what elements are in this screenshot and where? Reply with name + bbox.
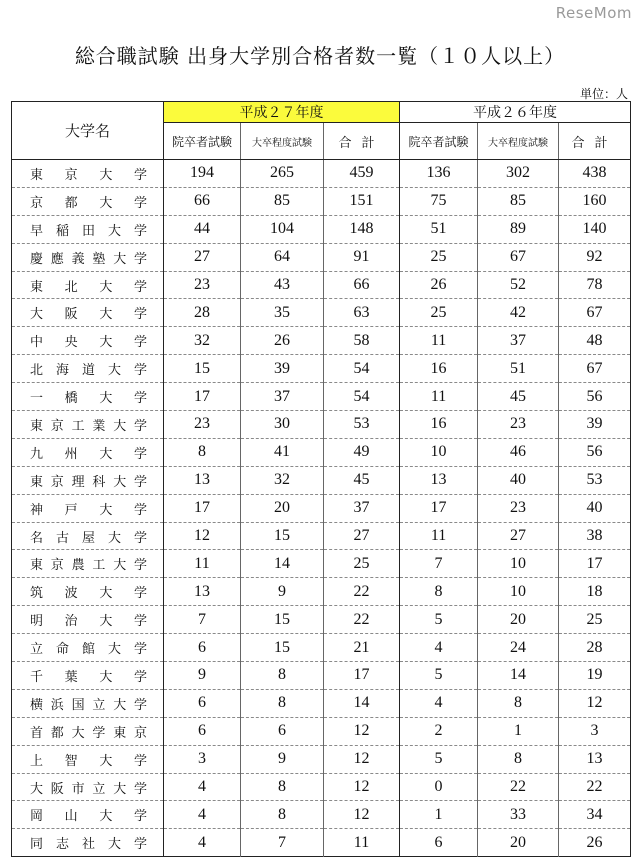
count-cell: 4: [164, 773, 241, 801]
university-column-header: 大学名: [12, 102, 164, 160]
count-cell: 4: [164, 829, 241, 857]
count-cell: 302: [478, 160, 559, 188]
count-cell: 30: [241, 411, 324, 439]
count-cell: 459: [324, 160, 400, 188]
count-cell: 13: [164, 466, 241, 494]
count-cell: 13: [164, 578, 241, 606]
count-cell: 37: [324, 494, 400, 522]
total-header-2014: 合計: [559, 123, 631, 160]
count-cell: 37: [478, 327, 559, 355]
university-name: 中央大学: [12, 327, 164, 355]
university-name: 同志社大学: [12, 829, 164, 857]
count-cell: 3: [559, 717, 631, 745]
results-table: [11, 101, 631, 857]
table-row: [12, 327, 631, 355]
count-cell: 22: [478, 773, 559, 801]
count-cell: 12: [559, 689, 631, 717]
count-cell: 22: [324, 606, 400, 634]
count-cell: 56: [559, 383, 631, 411]
university-name: 東北大学: [12, 271, 164, 299]
count-cell: 85: [241, 187, 324, 215]
count-cell: 7: [241, 829, 324, 857]
table-row: [12, 215, 631, 243]
university-name: 慶應義塾大学: [12, 243, 164, 271]
count-cell: 66: [324, 271, 400, 299]
university-name: 北海道大学: [12, 355, 164, 383]
count-cell: 49: [324, 438, 400, 466]
count-cell: 1: [478, 717, 559, 745]
count-cell: 27: [478, 522, 559, 550]
university-name: 立命館大学: [12, 634, 164, 662]
count-cell: 12: [164, 522, 241, 550]
table-row: [12, 717, 631, 745]
count-cell: 20: [241, 494, 324, 522]
count-cell: 16: [400, 411, 478, 439]
count-cell: 136: [400, 160, 478, 188]
university-name: 大阪市立大学: [12, 773, 164, 801]
table-row: [12, 606, 631, 634]
count-cell: 23: [478, 411, 559, 439]
count-cell: 45: [478, 383, 559, 411]
count-cell: 19: [559, 662, 631, 690]
count-cell: 11: [164, 550, 241, 578]
count-cell: 5: [400, 662, 478, 690]
table-row: [12, 773, 631, 801]
university-name: 早稲田大学: [12, 215, 164, 243]
count-cell: 33: [478, 801, 559, 829]
university-name: 筑波大学: [12, 578, 164, 606]
count-cell: 15: [241, 634, 324, 662]
table-row: [12, 355, 631, 383]
count-cell: 67: [559, 299, 631, 327]
count-cell: 45: [324, 466, 400, 494]
count-cell: 13: [559, 745, 631, 773]
university-name: 上智大学: [12, 745, 164, 773]
count-cell: 78: [559, 271, 631, 299]
count-cell: 6: [164, 689, 241, 717]
count-cell: 40: [478, 466, 559, 494]
count-cell: 38: [559, 522, 631, 550]
count-cell: 194: [164, 160, 241, 188]
count-cell: 8: [241, 773, 324, 801]
count-cell: 67: [559, 355, 631, 383]
count-cell: 12: [324, 773, 400, 801]
count-cell: 26: [586, 833, 603, 851]
count-cell: 46: [478, 438, 559, 466]
count-cell: 8: [400, 578, 478, 606]
count-cell: 52: [478, 271, 559, 299]
count-cell: 22: [559, 773, 631, 801]
table-row: [12, 578, 631, 606]
count-cell: 23: [478, 494, 559, 522]
count-cell: 3: [164, 745, 241, 773]
count-cell: 15: [241, 522, 324, 550]
count-cell: 17: [400, 494, 478, 522]
count-cell: 6: [241, 717, 324, 745]
count-cell: 25: [400, 243, 478, 271]
table-row: [12, 411, 631, 439]
count-cell: 27: [164, 243, 241, 271]
count-cell: 27: [324, 522, 400, 550]
university-name: 東京農工大学: [12, 550, 164, 578]
count-cell: 140: [559, 215, 631, 243]
count-cell: 89: [478, 215, 559, 243]
count-cell: 1: [400, 801, 478, 829]
count-cell: 17: [164, 383, 241, 411]
university-name: 大阪大学: [12, 299, 164, 327]
table-row: [12, 299, 631, 327]
count-cell: 40: [559, 494, 631, 522]
university-name: 神戸大学: [12, 494, 164, 522]
table-row: [12, 801, 631, 829]
count-cell: 39: [559, 411, 631, 439]
count-cell: 20: [478, 829, 559, 857]
university-name: 首都大学東京: [12, 717, 164, 745]
count-cell: 4: [164, 801, 241, 829]
university-name: 横浜国立大学: [12, 689, 164, 717]
count-cell: 67: [478, 243, 559, 271]
resemom-watermark: ReseMom: [555, 4, 632, 22]
university-name: 明治大学: [12, 606, 164, 634]
year-2014-header: 平成２６年度: [400, 102, 631, 123]
count-cell: 8: [241, 689, 324, 717]
count-cell: 11: [400, 327, 478, 355]
count-cell: 26: [241, 327, 324, 355]
count-cell: 22: [324, 578, 400, 606]
count-cell: 8: [241, 662, 324, 690]
count-cell: 53: [324, 411, 400, 439]
count-cell: 9: [241, 578, 324, 606]
count-cell: 54: [324, 355, 400, 383]
count-cell: 10: [400, 438, 478, 466]
count-cell: 66: [164, 187, 241, 215]
university-name: 岡山大学: [12, 801, 164, 829]
count-cell: 25: [400, 299, 478, 327]
count-cell: 51: [400, 215, 478, 243]
table-row: [12, 662, 631, 690]
count-cell: 7: [164, 606, 241, 634]
count-cell: 265: [241, 160, 324, 188]
count-cell: 92: [559, 243, 631, 271]
count-cell: 9: [241, 745, 324, 773]
count-cell: 48: [559, 327, 631, 355]
count-cell: 17: [324, 662, 400, 690]
table-row: [12, 634, 631, 662]
count-cell: 25: [324, 550, 400, 578]
table-row: [12, 243, 631, 271]
university-name: 九州大学: [12, 438, 164, 466]
count-cell: 32: [241, 466, 324, 494]
count-cell: 15: [164, 355, 241, 383]
count-cell: 26: [400, 271, 478, 299]
count-cell: 58: [324, 327, 400, 355]
count-cell: 53: [559, 466, 631, 494]
count-cell: 148: [324, 215, 400, 243]
count-cell: 2: [400, 717, 478, 745]
count-cell: 43: [241, 271, 324, 299]
count-cell: 39: [241, 355, 324, 383]
count-cell: 35: [241, 299, 324, 327]
count-cell: 17: [164, 494, 241, 522]
count-cell: 6: [164, 717, 241, 745]
count-cell: 75: [400, 187, 478, 215]
count-cell: 13: [400, 466, 478, 494]
grad-exam-header-2014: 院卒者試験: [400, 123, 478, 160]
count-cell: 24: [478, 634, 559, 662]
undergrad-exam-header-2014: 大卒程度試験: [478, 123, 559, 160]
count-cell: 16: [400, 355, 478, 383]
university-name: 名古屋大学: [12, 522, 164, 550]
unit-label: 単位：人: [579, 87, 628, 101]
page-title: 総合職試験 出身大学別合格者数一覧（１０人以上）: [74, 44, 566, 68]
count-cell: 8: [241, 801, 324, 829]
count-cell: 9: [164, 662, 241, 690]
table-row: [12, 745, 631, 773]
count-cell: 56: [559, 438, 631, 466]
count-cell: 28: [164, 299, 241, 327]
count-cell: 28: [559, 634, 631, 662]
count-cell: 151: [324, 187, 400, 215]
undergrad-exam-header-2015: 大卒程度試験: [241, 123, 324, 160]
count-cell: 25: [559, 606, 631, 634]
count-cell: 4: [400, 634, 478, 662]
count-cell: 23: [164, 411, 241, 439]
count-cell: 14: [324, 689, 400, 717]
count-cell: 64: [241, 243, 324, 271]
table-row: [12, 494, 631, 522]
table-row: [12, 829, 631, 857]
count-cell: 10: [478, 578, 559, 606]
count-cell: 44: [164, 215, 241, 243]
count-cell: 15: [241, 606, 324, 634]
count-cell: 160: [559, 187, 631, 215]
count-cell: 4: [400, 689, 478, 717]
table-row: [12, 689, 631, 717]
count-cell: 11: [400, 522, 478, 550]
university-name: 東京工業大学: [12, 411, 164, 439]
count-cell: 8: [478, 689, 559, 717]
count-cell: 5: [400, 606, 478, 634]
count-cell: 10: [478, 550, 559, 578]
table-row: [12, 550, 631, 578]
count-cell: 41: [241, 438, 324, 466]
count-cell: 12: [324, 745, 400, 773]
count-cell: 12: [324, 801, 400, 829]
count-cell: 8: [478, 745, 559, 773]
count-cell: 11: [324, 829, 400, 857]
count-cell: 8: [164, 438, 241, 466]
table-row: [12, 160, 631, 188]
table-row: [12, 271, 631, 299]
grad-exam-header-2015: 院卒者試験: [164, 123, 241, 160]
university-name: 東京理科大学: [12, 466, 164, 494]
count-cell: 7: [400, 550, 478, 578]
table-row: [12, 522, 631, 550]
table-row: [12, 466, 631, 494]
count-cell: 21: [324, 634, 400, 662]
count-cell: 34: [559, 801, 631, 829]
count-cell: 6: [164, 634, 241, 662]
count-cell: 5: [400, 745, 478, 773]
count-cell: 11: [400, 383, 478, 411]
count-cell: 18: [559, 578, 631, 606]
count-cell: 32: [164, 327, 241, 355]
count-cell: 14: [241, 550, 324, 578]
count-cell: 6: [400, 829, 478, 857]
count-cell: 63: [324, 299, 400, 327]
count-cell: 23: [164, 271, 241, 299]
count-cell: 20: [478, 606, 559, 634]
table-row: [12, 187, 631, 215]
count-cell: 12: [324, 717, 400, 745]
count-cell: 91: [324, 243, 400, 271]
university-name: 一橋大学: [12, 383, 164, 411]
count-cell: 51: [478, 355, 559, 383]
count-cell: 37: [241, 383, 324, 411]
table-row: [12, 383, 631, 411]
count-cell: 0: [400, 773, 478, 801]
table-body: [12, 160, 631, 857]
count-cell: 14: [478, 662, 559, 690]
count-cell: 104: [241, 215, 324, 243]
university-name: 千葉大学: [12, 662, 164, 690]
table-row: [12, 438, 631, 466]
count-cell: 85: [478, 187, 559, 215]
university-name: 京都大学: [12, 187, 164, 215]
total-header-2015: 合計: [324, 123, 400, 160]
count-cell: 17: [559, 550, 631, 578]
count-cell: 42: [478, 299, 559, 327]
university-name: 東京大学: [12, 160, 164, 188]
count-cell: 54: [324, 383, 400, 411]
year-2015-header: 平成２７年度: [164, 102, 400, 123]
count-cell: 438: [559, 160, 631, 188]
